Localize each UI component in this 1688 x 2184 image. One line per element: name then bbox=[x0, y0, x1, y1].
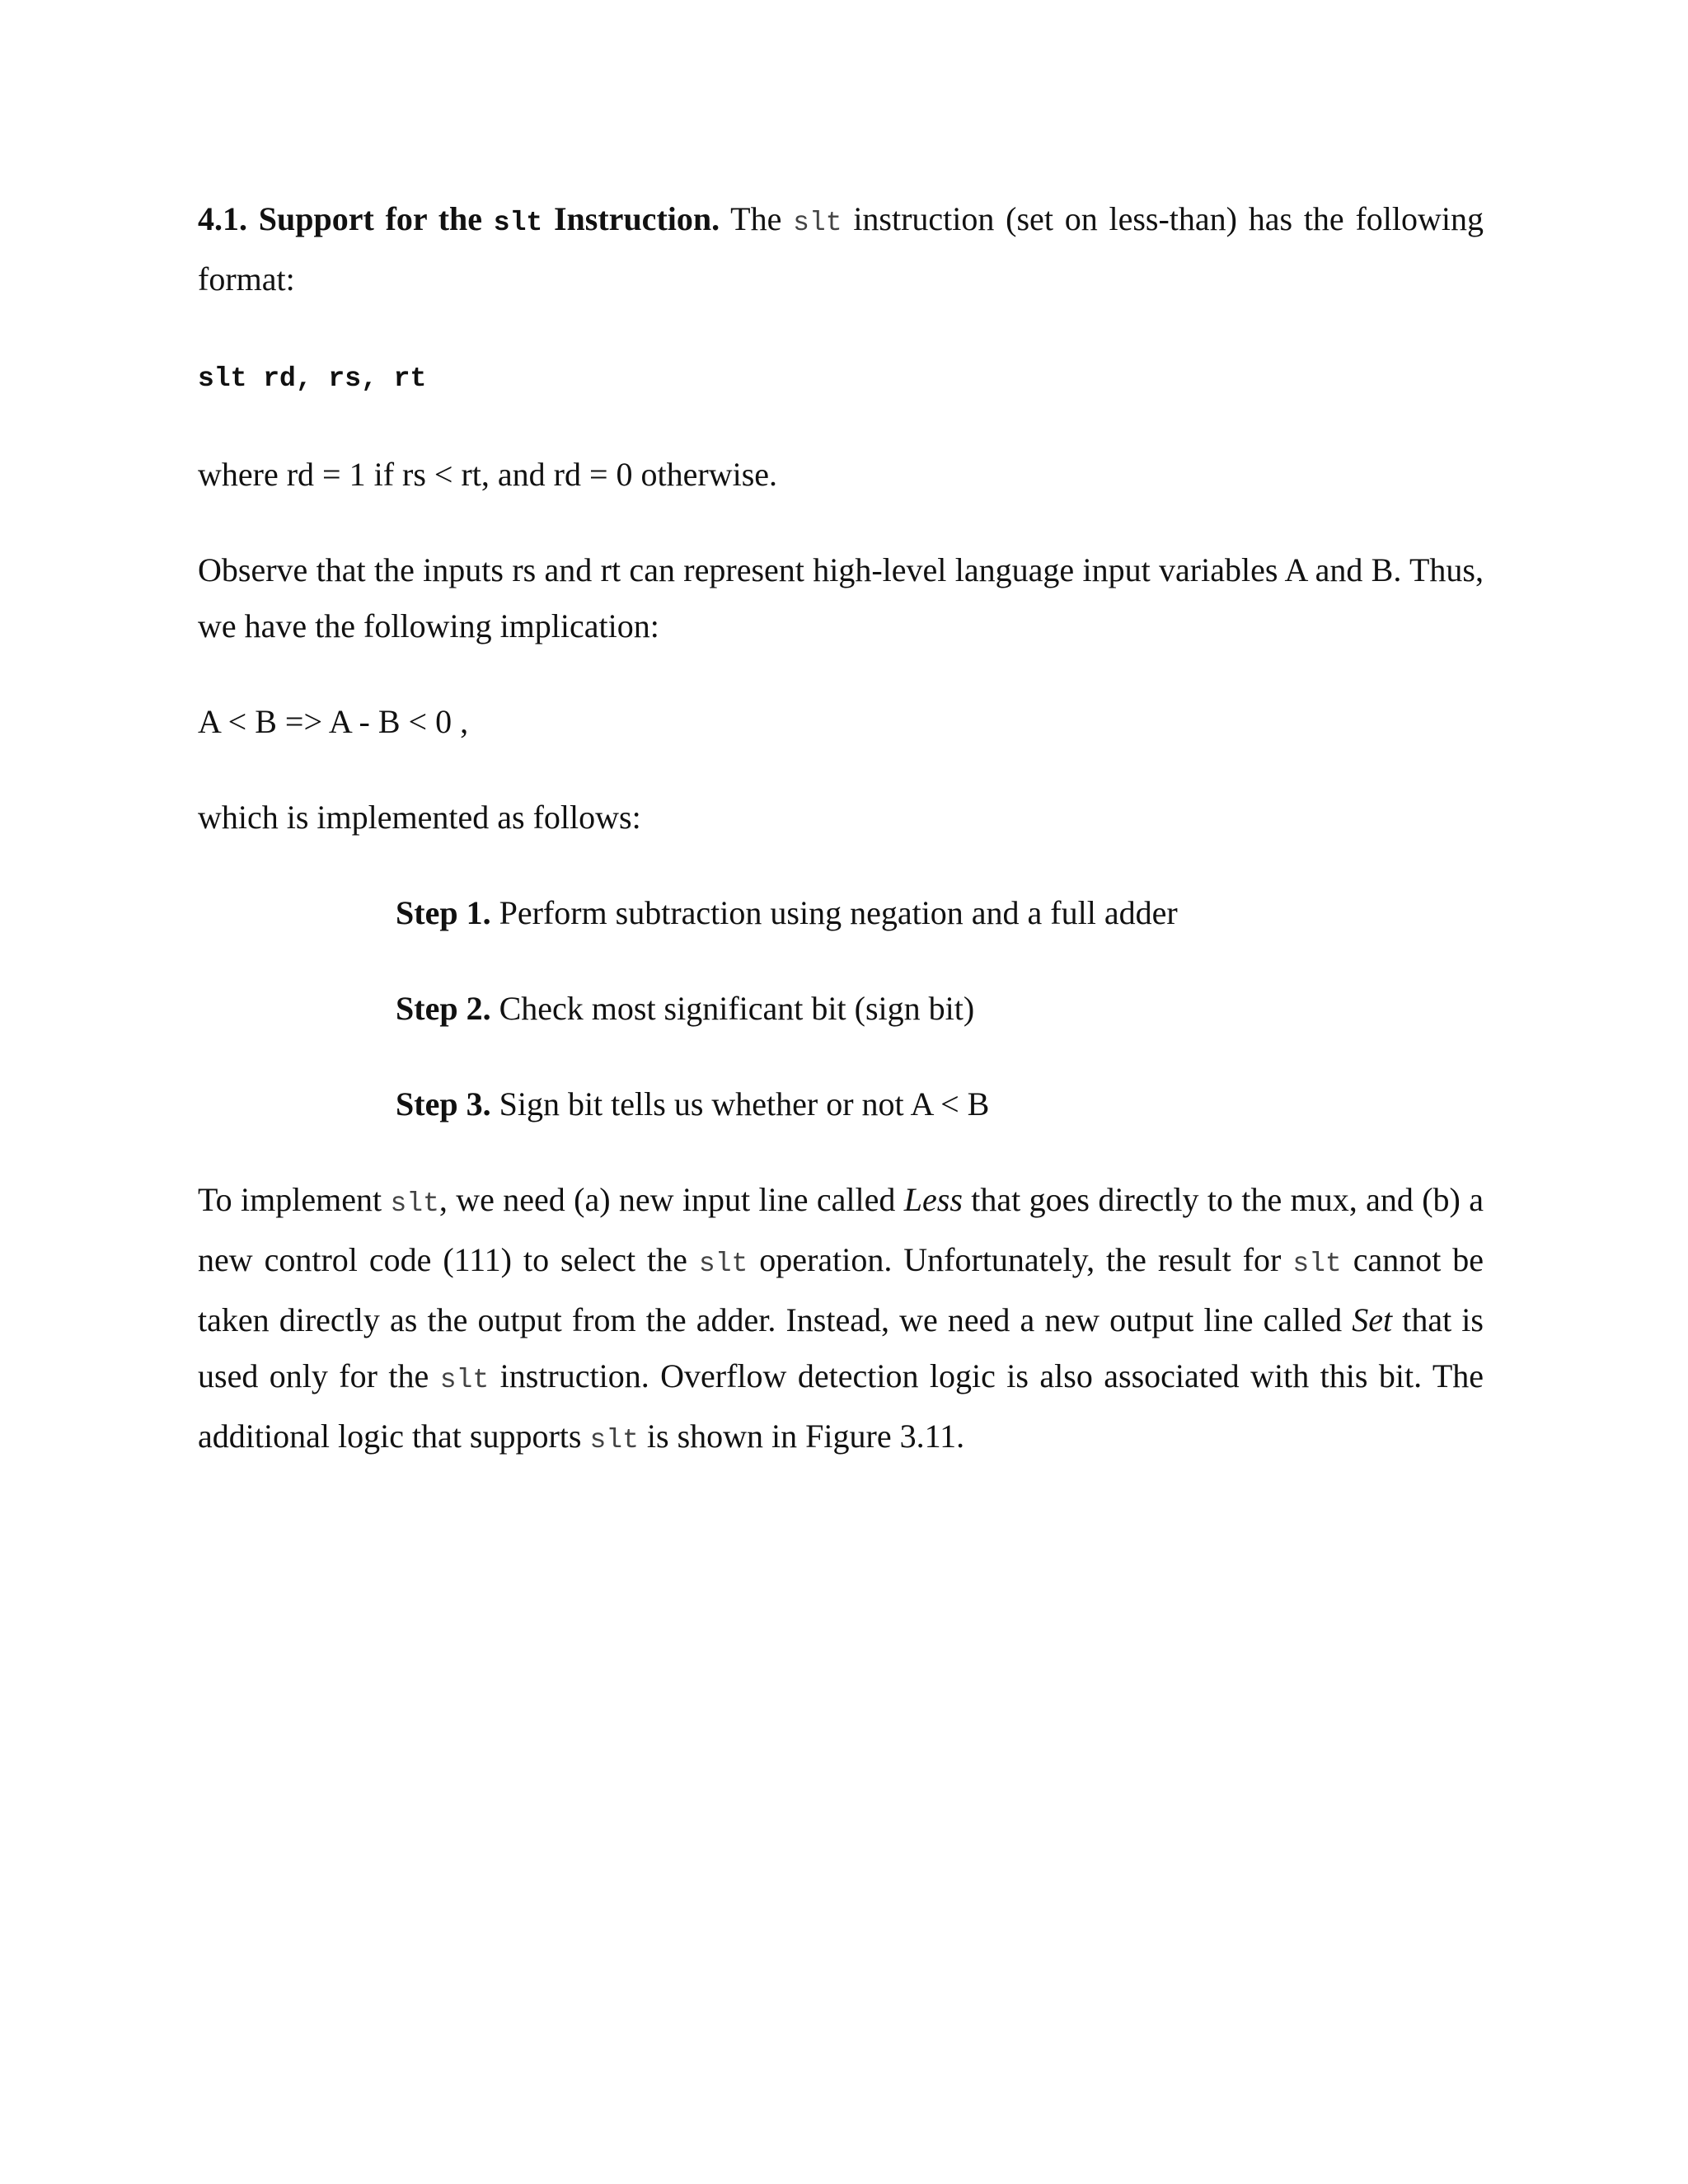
step-2 bbox=[396, 981, 1484, 1037]
implement-code-2: slt bbox=[698, 1249, 748, 1279]
step-2-label: Step 2. bbox=[396, 990, 491, 1027]
section-title-code: slt bbox=[493, 208, 543, 238]
step-1 bbox=[396, 885, 1484, 941]
step-2-text: Check most significant bit (sign bit) bbox=[499, 990, 975, 1027]
section-title-prefix: Support for the bbox=[258, 200, 483, 237]
instruction-syntax bbox=[198, 347, 1484, 407]
step-3-text: Sign bit tells us whether or not A < B bbox=[499, 1085, 990, 1122]
implement-italic-set: Set bbox=[1352, 1301, 1393, 1338]
intro-code: slt bbox=[793, 208, 842, 238]
step-1-label: Step 1. bbox=[396, 894, 491, 931]
step-1-text: Perform subtraction using negation and a full adder bbox=[499, 894, 1178, 931]
implement-text-3: that goes directly to the mux, and (b) a new control code (111) to select the bbox=[198, 1181, 1484, 1278]
intro-text-after-code: instruction (set on less-than) has the following format: bbox=[198, 200, 1484, 298]
observe-paragraph: Observe that the inputs rs and rt can represent high-level language input variables A and B. Thus, we have the following implication: bbox=[198, 551, 1484, 644]
implement-paragraph bbox=[198, 1172, 1484, 1469]
syntax-code: slt rd, rs, rt bbox=[198, 363, 427, 394]
implication-line: A < B => A - B < 0 , bbox=[198, 703, 469, 740]
implement-code-1: slt bbox=[390, 1188, 439, 1219]
implement-code-3: slt bbox=[1292, 1249, 1342, 1279]
document-page bbox=[198, 191, 1484, 1469]
implement-text-7: instruction. Overflow detection logic is also associated with this bit. The additional logic that supports bbox=[198, 1357, 1484, 1455]
step-3 bbox=[396, 1076, 1484, 1132]
implement-italic-less: Less bbox=[903, 1181, 963, 1218]
implement-text-6: that is used only for the bbox=[198, 1301, 1484, 1394]
step-3-label: Step 3. bbox=[396, 1085, 491, 1122]
which-line: which is implemented as follows: bbox=[198, 799, 641, 836]
implement-text-2: , we need (a) new input line called bbox=[438, 1181, 896, 1218]
implement-code-4: slt bbox=[439, 1365, 490, 1395]
where-line: where rd = 1 if rs < rt, and rd = 0 otherwise. bbox=[198, 456, 778, 493]
section-number: 4.1. bbox=[198, 200, 247, 237]
section-title-suffix: Instruction. bbox=[553, 200, 720, 237]
implement-text-8: is shown in Figure 3.11. bbox=[646, 1418, 965, 1455]
section-heading-paragraph bbox=[198, 191, 1484, 307]
implement-text-5: cannot be taken directly as the output from the adder. Instead, we need a new output line called bbox=[198, 1241, 1484, 1338]
implement-code-5: slt bbox=[589, 1425, 639, 1455]
intro-text-before-code: The bbox=[730, 200, 782, 237]
implement-text-4: operation. Unfortunately, the result for bbox=[759, 1241, 1282, 1278]
implement-text-1: To implement bbox=[198, 1181, 382, 1218]
